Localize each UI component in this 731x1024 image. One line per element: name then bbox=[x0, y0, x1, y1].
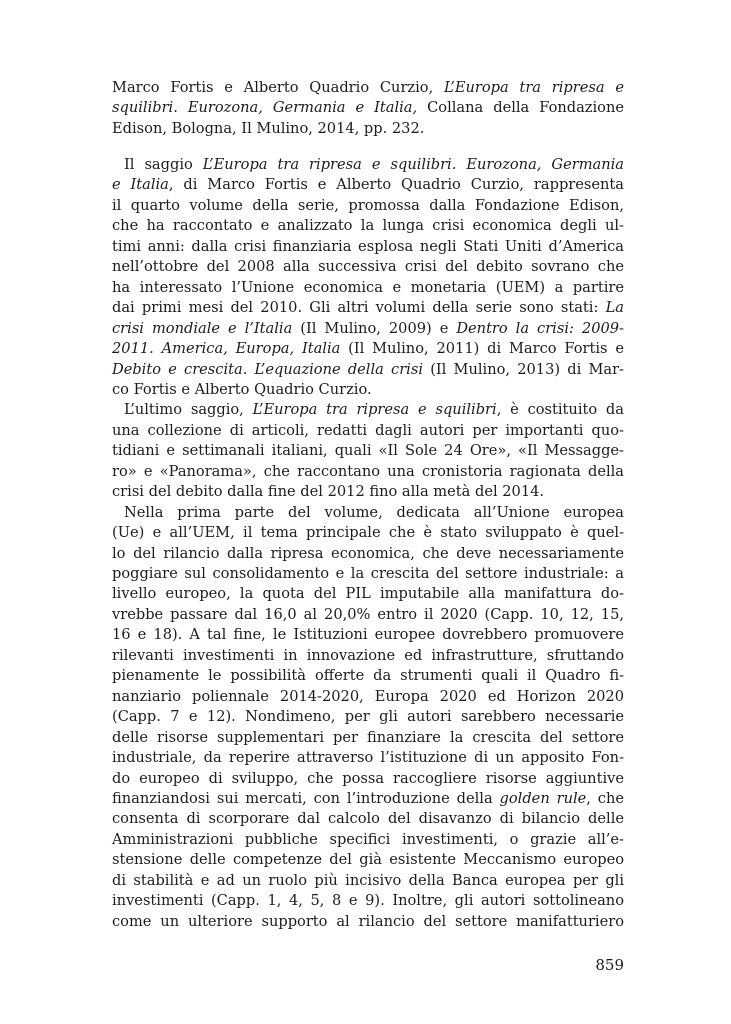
body-text: stensione delle competenze del già esistente Meccanismo europeo bbox=[112, 851, 624, 869]
paragraph-line bbox=[112, 870, 624, 892]
body-text: livello europeo, la quota del PIL imputabile alla manifattura do- bbox=[112, 585, 624, 603]
paragraph-line bbox=[112, 297, 624, 319]
paragraph-line bbox=[112, 890, 624, 912]
paragraph-line bbox=[112, 277, 624, 299]
paragraph-line bbox=[112, 808, 624, 830]
body-text: rilevanti investimenti in innovazione ed infrastrutture, sfruttando bbox=[112, 646, 624, 664]
paragraph-line bbox=[112, 440, 624, 462]
body-text: Marco Fortis e Alberto Quadrio Curzio, bbox=[112, 79, 444, 96]
paragraph-line bbox=[112, 604, 624, 626]
paragraph-line bbox=[112, 359, 624, 381]
body-text: una collezione di articoli, redatti dagli autori per importanti quo- bbox=[112, 421, 624, 439]
body-text: finanziandosi sui mercati, con l’introduzione della bbox=[112, 789, 500, 807]
page-number: 859 bbox=[595, 956, 624, 974]
paragraph-line bbox=[112, 849, 624, 871]
body-text: Nella prima parte del volume, dedicata all’Unione europea bbox=[124, 503, 624, 521]
italic-title-text: Debito e crescita. L’equazione della crisi bbox=[112, 360, 423, 378]
paragraph-line bbox=[112, 420, 624, 442]
body-text: , è costituito da bbox=[496, 401, 624, 419]
paragraph-line bbox=[112, 788, 624, 810]
body-text: delle risorse supplementari per finanziare la crescita del settore bbox=[112, 728, 624, 746]
citation-line bbox=[112, 77, 624, 99]
italic-title-text: golden rule bbox=[499, 789, 587, 807]
paragraph-line bbox=[112, 583, 624, 605]
italic-title-text: squilibri. Eurozona, Germania e Italia, bbox=[112, 99, 418, 117]
body-text: (Il Mulino, 2011) di Marco Fortis e bbox=[340, 340, 624, 358]
paragraph-line bbox=[112, 379, 624, 401]
paragraph-line bbox=[112, 645, 624, 667]
paragraph-line bbox=[112, 665, 624, 687]
paragraph-line bbox=[112, 686, 624, 708]
body-text: come un ulteriore supporto al rilancio del settore manifatturiero bbox=[112, 912, 624, 930]
paragraph-line bbox=[112, 481, 624, 503]
italic-title-text: e Italia bbox=[112, 176, 169, 194]
body-text: nanziario poliennale 2014-2020, Europa 2020 ed Horizon 2020 bbox=[112, 687, 624, 705]
body-text: do europeo di sviluppo, che possa raccogliere risorse aggiuntive bbox=[112, 769, 624, 787]
paragraph-line bbox=[112, 195, 624, 217]
paragraph-line bbox=[112, 522, 624, 544]
paragraph-line bbox=[112, 706, 624, 728]
citation-line bbox=[112, 118, 624, 140]
paragraph-line bbox=[112, 543, 624, 565]
body-text: (Il Mulino, 2009) e bbox=[292, 319, 457, 337]
body-text: tidiani e settimanali italiani, quali «Il Sole 24 Ore», «Il Messagge- bbox=[112, 442, 624, 460]
body-text: consenta di scorporare dal calcolo del disavanzo di bilancio delle bbox=[112, 810, 624, 828]
paragraph-line bbox=[112, 563, 624, 585]
paragraph-line bbox=[112, 727, 624, 749]
body-text: nell’ottobre del 2008 alla successiva crisi del debito sovrano che bbox=[112, 258, 624, 276]
body-text: vrebbe passare dal 16,0 al 20,0% entro il 2020 (Capp. 10, 12, 15, bbox=[112, 605, 624, 623]
paragraph-line bbox=[112, 911, 624, 933]
body-text: crisi del debito dalla fine del 2012 fino alla metà del 2014. bbox=[112, 483, 545, 501]
body-text: L’ultimo saggio, bbox=[124, 401, 253, 419]
paragraph-line bbox=[112, 338, 624, 360]
paragraph-line bbox=[112, 624, 624, 646]
body-text: investimenti (Capp. 1, 4, 5, 8 e 9). Inoltre, gli autori sottolineano bbox=[112, 892, 624, 910]
paragraph-line bbox=[112, 256, 624, 278]
body-text: industriale, da reperire attraverso l’istituzione di un apposito Fon- bbox=[112, 749, 624, 767]
paragraph-line bbox=[112, 236, 624, 258]
body-text: (Capp. 7 e 12). Nondimeno, per gli autori sarebbero necessarie bbox=[112, 708, 624, 726]
body-text: Edison, Bologna, Il Mulino, 2014, pp. 232. bbox=[112, 119, 425, 137]
citation-line bbox=[112, 97, 624, 119]
body-text: Amministrazioni pubbliche specifici investimenti, o grazie all’e- bbox=[112, 830, 624, 848]
body-text: (Il Mulino, 2013) di Mar- bbox=[423, 360, 624, 378]
italic-title-text: L’Europa tra ripresa e squilibri. Eurozona, Germania bbox=[202, 156, 624, 173]
body-text: (Ue) e all’UEM, il tema principale che è stato sviluppato è quel- bbox=[112, 524, 624, 542]
paragraph-line bbox=[112, 747, 624, 769]
italic-title-text: Dentro la crisi: 2009- bbox=[456, 319, 624, 337]
italic-title-text: crisi mondiale e l’Italia bbox=[112, 319, 293, 337]
paragraph-line bbox=[112, 768, 624, 790]
italic-title-text: L’Europa tra ripresa e bbox=[444, 79, 624, 96]
body-text: poggiare sul consolidamento e la crescita del settore industriale: a bbox=[112, 565, 624, 582]
body-text: pienamente le possibilità offerte da strumenti quali il Quadro fi- bbox=[112, 667, 624, 685]
body-text: , che bbox=[586, 789, 624, 807]
body-text: timi anni: dalla crisi finanziaria esplosa negli Stati Uniti d’America bbox=[112, 237, 624, 255]
paragraph-first-line bbox=[124, 154, 624, 176]
body-text: ro» e «Panorama», che raccontano una cronistoria ragionata della bbox=[112, 462, 624, 480]
body-text: co Fortis e Alberto Quadrio Curzio. bbox=[112, 380, 372, 398]
body-text: il quarto volume della serie, promossa dalla Fondazione Edison, bbox=[112, 196, 624, 214]
body-text: , di Marco Fortis e Alberto Quadrio Curzio, rappresenta bbox=[168, 176, 624, 194]
body-text: lo del rilancio dalla ripresa economica, che deve necessariamente bbox=[112, 544, 624, 562]
body-text: che ha raccontato e analizzato la lunga crisi economica degli ul- bbox=[112, 217, 624, 235]
italic-title-text: L’Europa tra ripresa e squilibri bbox=[252, 401, 497, 419]
paragraph-line bbox=[112, 318, 624, 340]
paragraph-first-line bbox=[124, 502, 624, 524]
paragraph-line bbox=[112, 461, 624, 483]
italic-title-text: 2011. America, Europa, Italia bbox=[112, 340, 341, 358]
body-text: dai primi mesi del 2010. Gli altri volumi della serie sono stati: bbox=[112, 299, 606, 317]
paragraph-line bbox=[112, 174, 624, 196]
body-text: ha interessato l’Unione economica e monetaria (UEM) a partire bbox=[112, 278, 624, 296]
body-text: di stabilità e ad un ruolo più incisivo della Banca europea per gli bbox=[112, 871, 624, 889]
body-text: 16 e 18). A tal fine, le Istituzioni europee dovrebbero promuovere bbox=[112, 626, 624, 644]
body-text: Il saggio bbox=[124, 156, 203, 173]
paragraph-line bbox=[112, 215, 624, 237]
paragraph-first-line bbox=[124, 399, 624, 421]
italic-title-text: La bbox=[605, 299, 624, 317]
body-text: Collana della Fondazione bbox=[417, 99, 624, 117]
paragraph-line bbox=[112, 829, 624, 851]
